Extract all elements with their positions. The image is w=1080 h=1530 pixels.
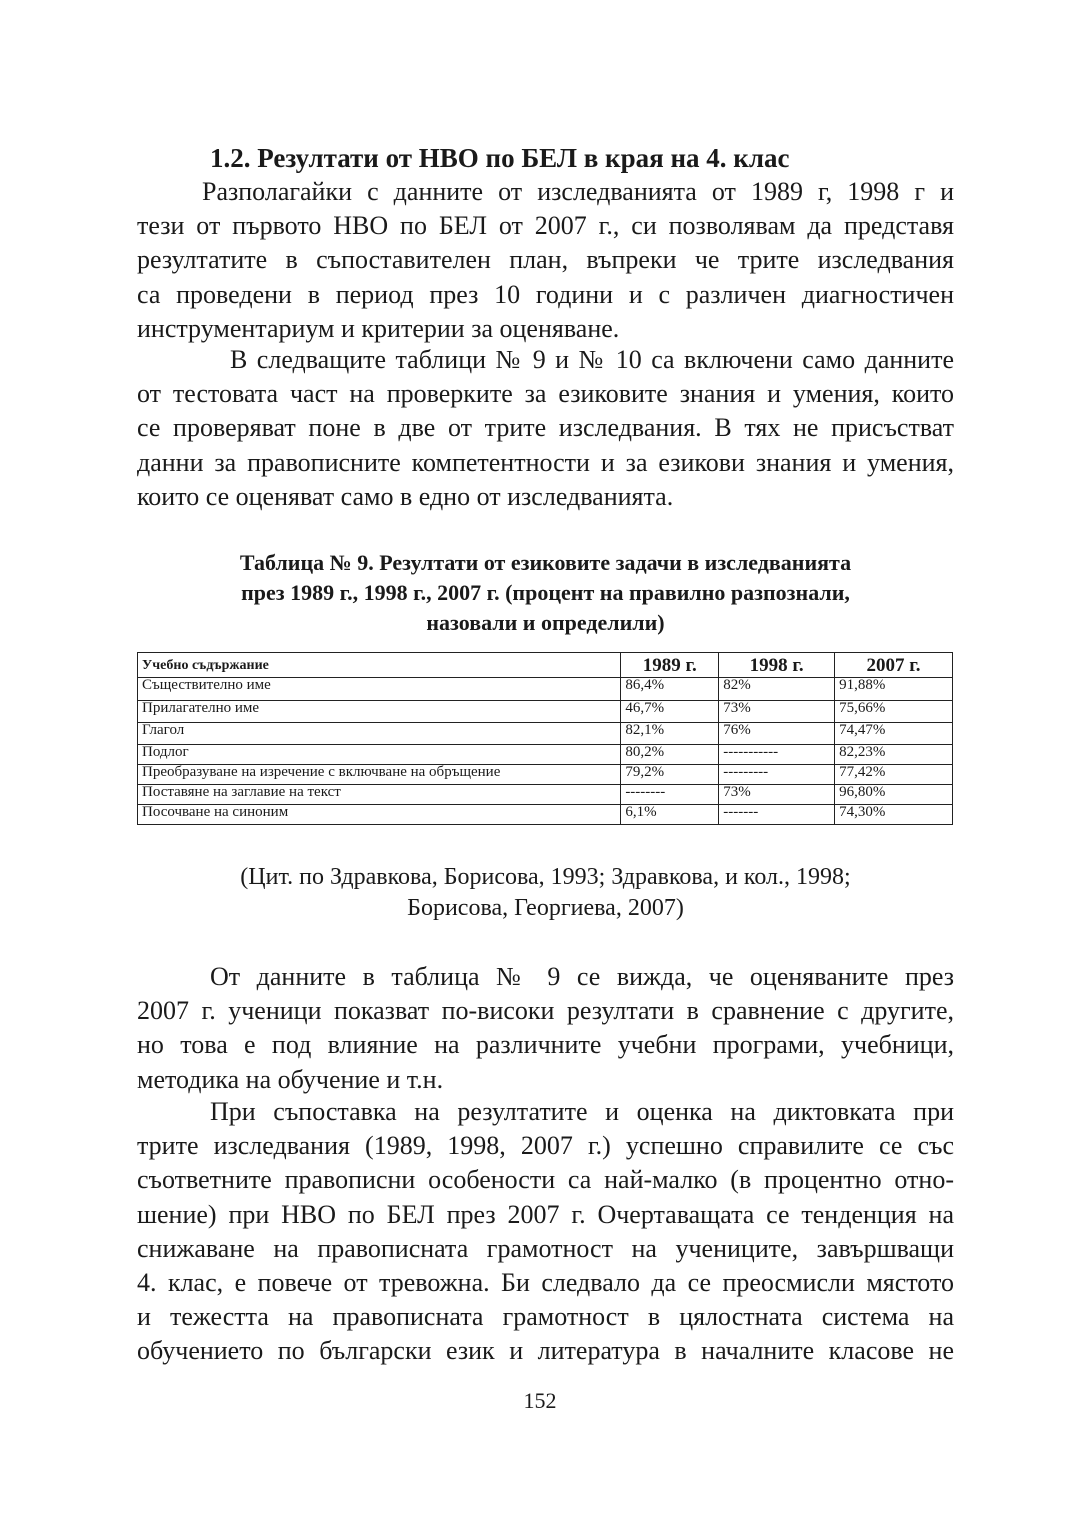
citation-line: Борисова, Георгиева, 2007) [407, 895, 684, 921]
paragraph-line: данни за правописните компетентности и за езикови знания и умения, [137, 447, 954, 477]
table-cell: ----------- [719, 745, 835, 765]
paragraph-line: Разполагайки с данните от изследванията от 1989 г, 1998 г и [202, 177, 954, 206]
header-1989: 1989 г. [621, 653, 719, 678]
table-cell: 82,1% [621, 723, 719, 745]
paragraph-line: обучението по български език и литература в началните класове не [137, 1336, 954, 1366]
table-cell: 74,47% [835, 723, 953, 745]
page-number: 152 [523, 1388, 557, 1413]
paragraph-line: снижаване на правописната грамотност на учениците, завършващи [137, 1233, 954, 1263]
table-cell: -------- [621, 785, 719, 805]
caption-line: през 1989 г., 1998 г., 2007 г. (процент на правилно разпознали, [241, 580, 850, 605]
table-cell: Глагол [138, 723, 621, 745]
paragraph-line: методика на обучение и т.н. [137, 1064, 444, 1094]
table-citation [137, 862, 954, 924]
table-row [138, 745, 953, 765]
paragraph-line: инструментариум и критерии за оценяване. [137, 313, 620, 343]
results-table [137, 652, 953, 825]
table-cell: 46,7% [621, 701, 719, 723]
table-cell: --------- [719, 765, 835, 785]
caption-line: назовали и определили) [426, 610, 665, 635]
paragraph-line: трите изследвания (1989, 1998, 2007 г.) успешно справилите се със [137, 1131, 954, 1161]
table-row [138, 723, 953, 745]
table-cell: 73% [719, 701, 835, 723]
table-caption [137, 548, 954, 638]
paragraph-line: В следващите таблици № 9 и № 10 са включени само данните [230, 345, 954, 374]
table-cell: Поставяне на заглавие на текст [138, 785, 621, 805]
table-cell: Преобразуване на изречение с включване на обръщение [138, 765, 621, 785]
table-cell: 86,4% [621, 678, 719, 701]
paragraph-line: но това е под влияние на различните учебни програми, учебници, [137, 1030, 954, 1060]
table-cell: Прилагателно име [138, 701, 621, 723]
table-cell: 82% [719, 678, 835, 701]
table-cell: 75,66% [835, 701, 953, 723]
paragraph-line: са проведени в период през 10 години и с различен диагностичен [137, 279, 954, 309]
paragraph-4 [137, 1095, 954, 1369]
table-cell: 80,2% [621, 745, 719, 765]
table-cell: 79,2% [621, 765, 719, 785]
paragraph-line: 2007 г. ученици показват по-високи резултати в сравнение с другите, [137, 996, 954, 1026]
table-cell: Посочване на синоним [138, 805, 621, 825]
table-cell: 96,80% [835, 785, 953, 805]
paragraph-line: тези от първото НВО по БЕЛ от 2007 г., си позволявам да представя [137, 211, 954, 241]
table-row [138, 805, 953, 825]
header-subject: Учебно съдържание [138, 653, 621, 678]
table-row [138, 678, 953, 701]
paragraph-line: и тежестта на правописната грамотност в цялостната система на [137, 1302, 954, 1332]
table-cell: 74,30% [835, 805, 953, 825]
table-row [138, 765, 953, 785]
header-1998: 1998 г. [719, 653, 835, 678]
caption-line: Таблица № 9. Резултати от езиковите задачи в изследванията [239, 550, 852, 575]
paragraph-line: От данните в таблица № 9 се вижда, че оценяваните през [210, 962, 954, 991]
table-cell: 73% [719, 785, 835, 805]
paragraph-line: При съпоставка на резултатите и оценка на диктовката при [210, 1097, 954, 1126]
paragraph-line: шение) при НВО по БЕЛ през 2007 г. Очертаващата се тенденция на [137, 1199, 954, 1229]
table-row [138, 785, 953, 805]
paragraph-line: резултатите в съпоставителен план, въпреки че трите изследвания [137, 245, 954, 275]
citation-line: (Цит. по Здравкова, Борисова, 1993; Здравкова, и кол., 1998; [240, 864, 851, 890]
paragraph-3 [137, 960, 954, 1097]
table-cell: 91,88% [835, 678, 953, 701]
section-heading: 1.2. Резултати от НВО по БЕЛ в края на 4. клас [210, 143, 790, 173]
table-cell: 77,42% [835, 765, 953, 785]
paragraph-1 [137, 175, 954, 346]
table-cell: 82,23% [835, 745, 953, 765]
paragraph-line: се проверяват поне в две от трите изследвания. В тях не присъстват [137, 413, 954, 443]
table-cell: Подлог [138, 745, 621, 765]
paragraph-line: съответните правописни особености са най-малко (в процентно отно- [137, 1165, 954, 1195]
paragraph-2 [137, 343, 954, 514]
paragraph-line: от тестовата част на проверките за езиковите знания и умения, които [137, 379, 954, 409]
table-cell: Съществително име [138, 678, 621, 701]
header-2007: 2007 г. [835, 653, 953, 678]
table-header-row [138, 653, 953, 678]
table-cell: ------- [719, 805, 835, 825]
paragraph-line: 4. клас, е повече от тревожна. Би следвало да се преосмисли мястото [137, 1268, 954, 1298]
table-cell: 76% [719, 723, 835, 745]
table-cell: 6,1% [621, 805, 719, 825]
paragraph-line: които се оценяват само в едно от изследванията. [137, 481, 674, 511]
table-row [138, 701, 953, 723]
